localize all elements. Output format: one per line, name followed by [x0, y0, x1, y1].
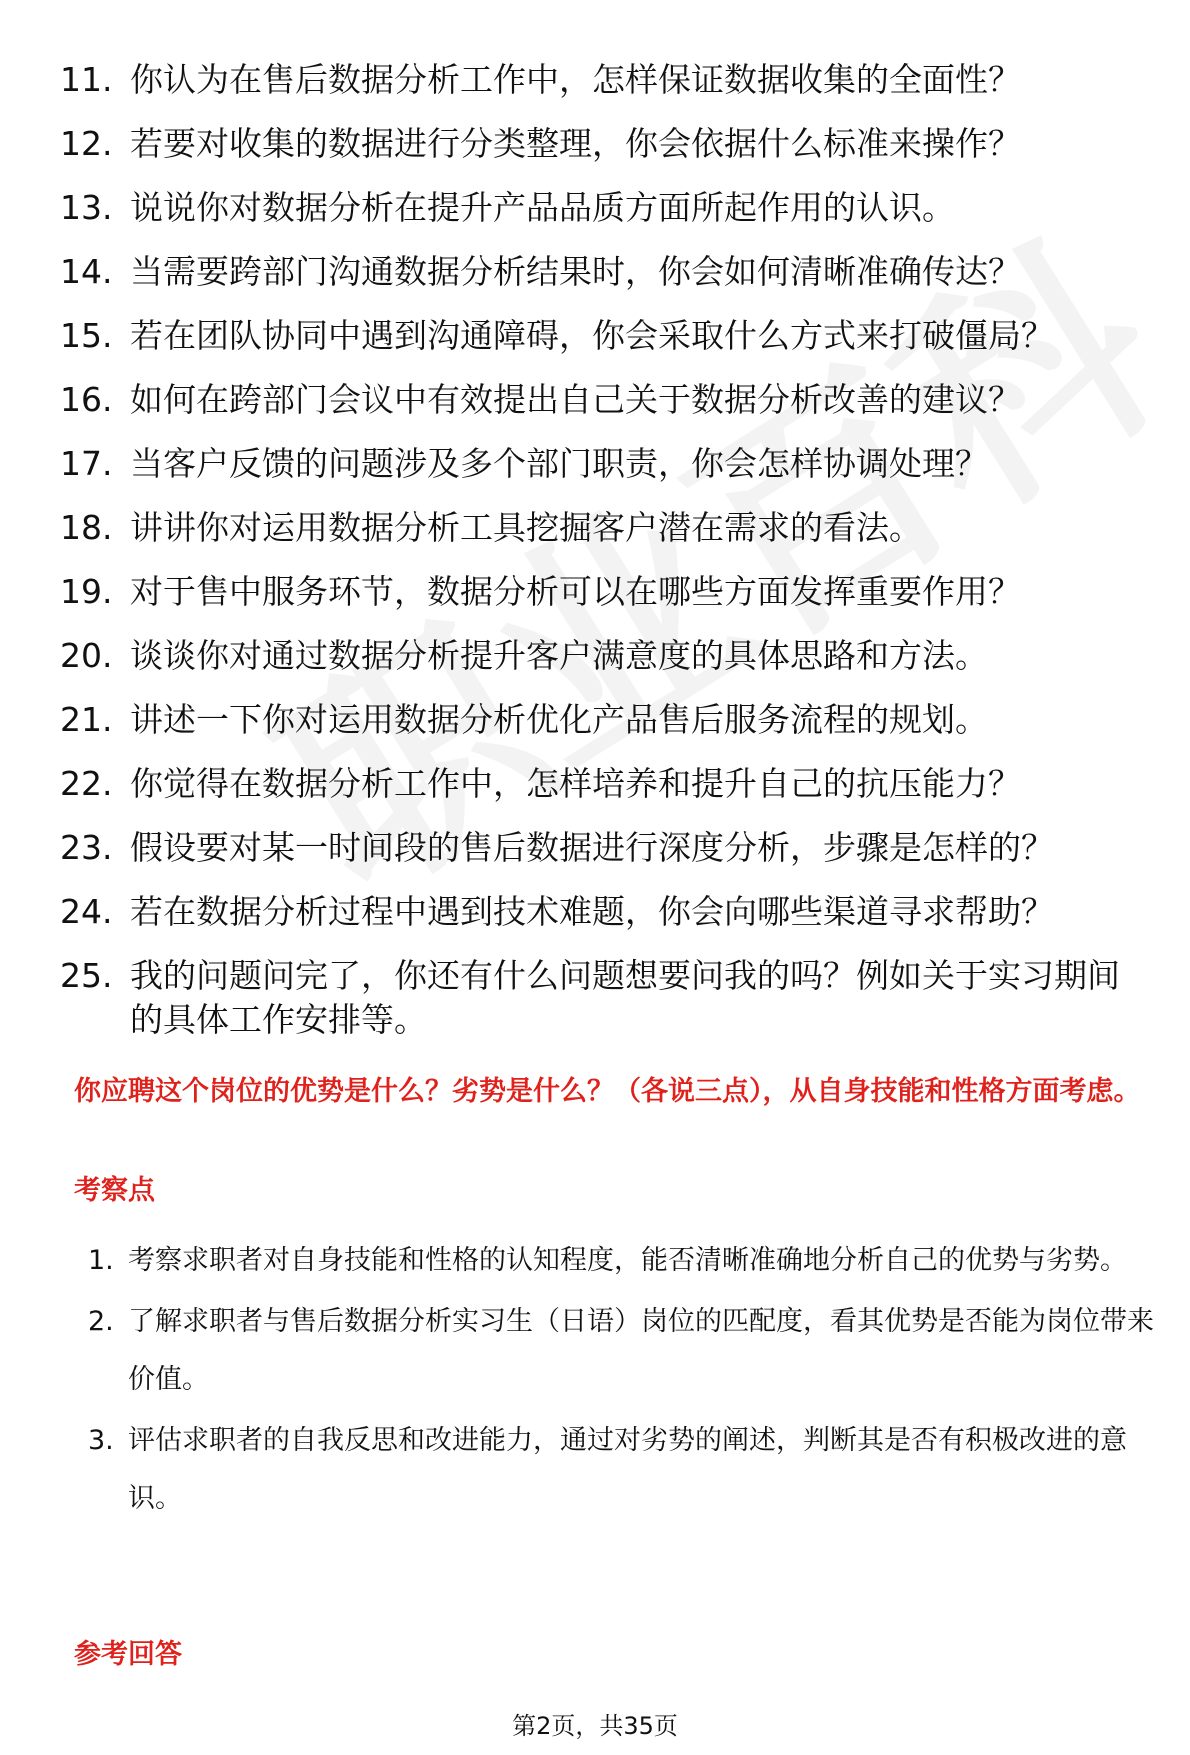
item-text: 谈谈你对通过数据分析提升客户满意度的具体思路和方法。	[130, 636, 988, 675]
item-number: 20.	[60, 636, 113, 675]
points-heading: 考察点	[74, 1175, 155, 1206]
page-number: 第2页，共35页	[512, 1712, 678, 1740]
list-item	[60, 304, 1150, 368]
item-text: 若要对收集的数据进行分类整理，你会依据什么标准来操作？	[130, 124, 1021, 163]
list-item	[88, 1293, 1160, 1409]
list-item	[60, 112, 1150, 176]
item-number: 24.	[60, 892, 113, 931]
item-text: 若在团队协同中遇到沟通障碍，你会采取什么方式来打破僵局？	[130, 316, 1054, 355]
answer-heading: 参考回答	[74, 1639, 182, 1670]
item-number: 25.	[60, 956, 113, 995]
section-question-heading: 你应聘这个岗位的优势是什么？劣势是什么？（各说三点），从自身技能和性格方面考虑。	[74, 1076, 1141, 1107]
item-text: 若在数据分析过程中遇到技术难题，你会向哪些渠道寻求帮助？	[130, 892, 1054, 931]
list-item	[60, 688, 1150, 752]
list-item	[60, 944, 1150, 1042]
item-number: 13.	[60, 188, 113, 227]
item-text: 了解求职者与售后数据分析实习生（日语）岗位的匹配度，看其优势是否能为岗位带来价值。	[128, 1306, 1154, 1395]
item-number: 17.	[60, 444, 113, 483]
list-item	[60, 880, 1150, 944]
list-item	[60, 560, 1150, 624]
item-number: 12.	[60, 124, 113, 163]
points-list	[88, 1232, 1160, 1531]
list-item	[88, 1412, 1160, 1528]
item-text: 对于售中服务环节，数据分析可以在哪些方面发挥重要作用？	[130, 572, 1021, 611]
list-item	[60, 240, 1150, 304]
item-number: 3.	[88, 1425, 114, 1456]
list-item	[60, 368, 1150, 432]
item-text: 你认为在售后数据分析工作中，怎样保证数据收集的全面性？	[130, 60, 1021, 99]
list-item	[60, 176, 1150, 240]
item-number: 14.	[60, 252, 113, 291]
list-item	[60, 496, 1150, 560]
item-number: 2.	[88, 1306, 114, 1337]
item-text: 当客户反馈的问题涉及多个部门职责，你会怎样协调处理？	[130, 444, 988, 483]
item-number: 1.	[88, 1245, 114, 1276]
question-list	[60, 48, 1150, 1042]
list-item	[60, 48, 1150, 112]
list-item	[60, 624, 1150, 688]
item-text: 如何在跨部门会议中有效提出自己关于数据分析改善的建议？	[130, 380, 1021, 419]
item-text: 讲讲你对运用数据分析工具挖掘客户潜在需求的看法。	[130, 508, 922, 547]
item-number: 18.	[60, 508, 113, 547]
item-number: 23.	[60, 828, 113, 867]
item-number: 15.	[60, 316, 113, 355]
item-text: 讲述一下你对运用数据分析优化产品售后服务流程的规划。	[130, 700, 988, 739]
list-item	[60, 816, 1150, 880]
item-number: 19.	[60, 572, 113, 611]
list-item	[60, 752, 1150, 816]
list-item	[88, 1232, 1160, 1290]
item-text: 当需要跨部门沟通数据分析结果时，你会如何清晰准确传达？	[130, 252, 1021, 291]
item-text: 考察求职者对自身技能和性格的认知程度，能否清晰准确地分析自己的优势与劣势。	[128, 1245, 1127, 1276]
item-text: 评估求职者的自我反思和改进能力，通过对劣势的阐述，判断其是否有积极改进的意识。	[128, 1425, 1127, 1514]
item-text: 说说你对数据分析在提升产品品质方面所起作用的认识。	[130, 188, 955, 227]
item-number: 16.	[60, 380, 113, 419]
item-number: 21.	[60, 700, 113, 739]
item-text: 假设要对某一时间段的售后数据进行深度分析，步骤是怎样的？	[130, 828, 1054, 867]
item-text: 我的问题问完了，你还有什么问题想要问我的吗？例如关于实习期间的具体工作安排等。	[130, 956, 1120, 1039]
item-text: 你觉得在数据分析工作中，怎样培养和提升自己的抗压能力？	[130, 764, 1021, 803]
list-item	[60, 432, 1150, 496]
item-number: 22.	[60, 764, 113, 803]
item-number: 11.	[60, 60, 113, 99]
